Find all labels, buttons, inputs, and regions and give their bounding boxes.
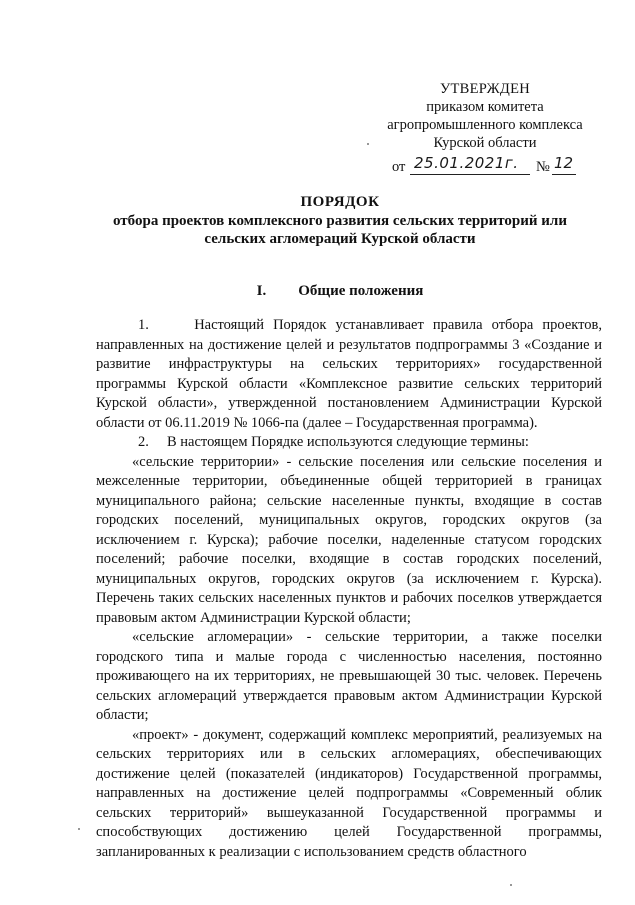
term-project: «проект» - документ, содержащий комплекс мероприятий, реализуемых на сельских территориях или в сельских агломерациях, обеспечивающих достижение целей (показателей (индикаторов) Государственной программы, направленных на достижение целей подпрограммы «Современный облик сельских территорий» вышеуказанной Государственной программы и способствующих достижению целей Государственной программы, запланированных к реализации с использованием средств областного bbox=[96, 726, 602, 860]
approval-line-2: агропромышленного комплекса bbox=[387, 117, 583, 133]
approval-line-3: Курской области bbox=[433, 135, 537, 151]
number-underline bbox=[552, 174, 576, 175]
document-title: ПОРЯДОК bbox=[300, 194, 380, 210]
document-heading bbox=[80, 193, 600, 248]
paragraph-2: 2. В настоящем Порядке используются следующие термины: bbox=[138, 434, 529, 450]
approval-block bbox=[370, 80, 600, 178]
handwritten-number: 12 bbox=[554, 154, 574, 172]
approval-line-1: приказом комитета bbox=[426, 99, 544, 115]
section-title: Общие положения bbox=[298, 283, 424, 299]
term-rural-agglomerations: «сельские агломерации» - сельские территории, а также поселки городского типа и малые города с численностью населения, постоянно проживающего на их территориях, не превышающей 30 тыс. человек. Перечень сельских агломераций утверждается правовым актом Администрации Курской области; bbox=[96, 629, 602, 723]
document-subtitle-line-1: отбора проектов комплексного развития сельских территорий или bbox=[113, 213, 567, 229]
term-rural-territories: «сельские территории» - сельские поселения или сельские поселения и межселенные территории, объединенные общей территорией в границах муниципального района; сельские населенные пункты, входящие в состав городских поселений, муниципальных округов, городских округов (за исключением г. Курска); рабочие поселки, наделенные статусом городских поселений; рабочие поселки, входящие в состав городских поселений, муниципальных округов, городских округов (за исключением г. Курска). Перечень таких сельских населенных пунктов и рабочих поселков утверждается правовым актом Администрации Курской области; bbox=[96, 453, 602, 626]
approval-date-number bbox=[370, 154, 600, 178]
section-heading bbox=[80, 283, 600, 300]
scan-speck bbox=[78, 828, 80, 830]
approval-title: УТВЕРЖДЕН bbox=[439, 81, 531, 97]
handwritten-date: 25.01.2021г. bbox=[414, 154, 519, 172]
date-underline bbox=[410, 174, 530, 175]
scan-speck bbox=[367, 143, 369, 145]
number-prefix: № bbox=[536, 159, 550, 175]
document-body bbox=[96, 316, 602, 862]
scan-speck bbox=[510, 884, 512, 886]
document-subtitle-line-2: сельских агломераций Курской области bbox=[204, 231, 476, 247]
section-number: I. bbox=[256, 283, 267, 299]
paragraph-1: 1. Настоящий Порядок устанавливает правила отбора проектов, направленных на достижение целей и результатов подпрограммы 3 «Создание и развитие инфраструктуры на сельских территориях» государственной программы Курской области «Комплексное развитие сельских территорий Курской области», утвержденной постановлением Администрации Курской области от 06.11.2019 № 1066-па (далее – Государственная программа). bbox=[96, 317, 602, 431]
date-prefix: от bbox=[392, 159, 406, 175]
